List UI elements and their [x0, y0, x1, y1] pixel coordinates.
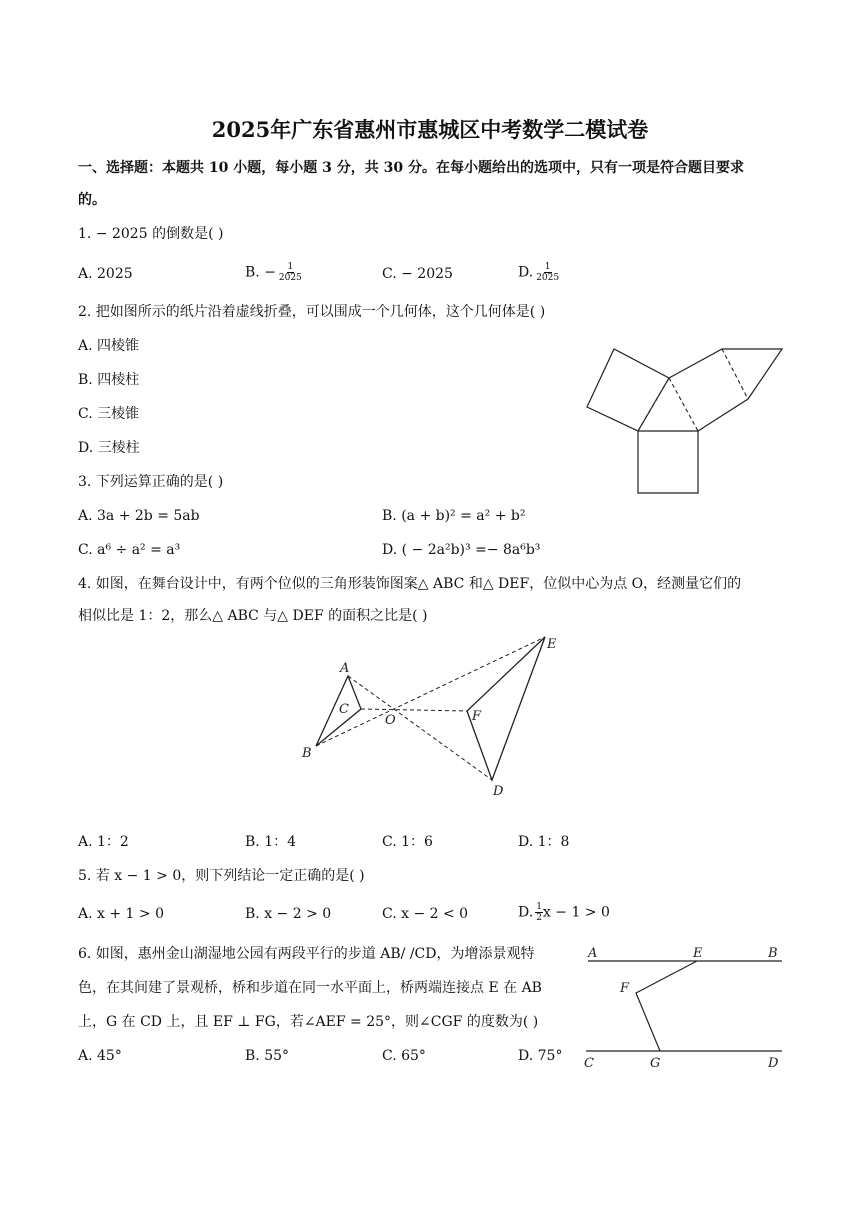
q6-label-c: C: [584, 1056, 594, 1071]
q6-label-e: E: [693, 946, 703, 961]
q4-label-d: D: [493, 784, 504, 799]
q6-label-f: F: [620, 981, 630, 996]
q1-b-numerator: 1: [287, 262, 294, 272]
q2-option-b: B. 四棱柱: [78, 372, 140, 388]
q6-label-d: D: [768, 1056, 779, 1071]
q3-option-c: C. a⁶ ÷ a² = a³: [78, 542, 181, 558]
q1-d-numerator: 1: [544, 262, 551, 272]
q4-option-d: D. 1：8: [518, 834, 570, 850]
q1-b-denominator: 2025: [278, 273, 302, 283]
section-header-line2: 的。: [78, 192, 106, 208]
q4-option-b: B. 1：4: [245, 834, 297, 850]
q6-label-a: A: [588, 946, 598, 961]
q4-label-e: E: [547, 637, 557, 652]
q6-option-d: D. 75°: [518, 1048, 563, 1064]
q4-option-a: A. 1：2: [78, 834, 129, 850]
q4-label-c: C: [339, 702, 349, 717]
q6-stem-line2: 色，在其间建了景观桥，桥和步道在同一水平面上，桥两端连接点 E 在 AB: [78, 980, 542, 996]
page-title: 2025年广东省惠州市惠城区中考数学二模试卷: [211, 117, 649, 142]
q5-option-b: B. x − 2 > 0: [245, 906, 332, 922]
q5-d-numerator: 1: [536, 902, 542, 912]
q5-option-d-suffix: x − 1 > 0: [542, 904, 610, 921]
q5-option-d-prefix: D.: [518, 904, 534, 921]
q4-option-c: C. 1：6: [382, 834, 433, 850]
q5-d-denominator: 2: [536, 913, 542, 923]
q1-option-c: C. − 2025: [382, 266, 453, 282]
q5-option-a: A. x + 1 > 0: [78, 906, 164, 922]
q3-option-d: D. ( − 2a²b)³ =− 8a⁶b³: [382, 542, 541, 558]
q6-label-g: G: [650, 1056, 661, 1071]
q5-option-c: C. x − 2 < 0: [382, 906, 469, 922]
q4-stem-line2: 相似比是 1：2，那么△ ABC 与△ DEF 的面积之比是( ): [78, 608, 428, 624]
q6-label-b: B: [768, 946, 778, 961]
q6-bridge-efg: [636, 961, 697, 1051]
q3-option-b: B. (a + b)² = a² + b²: [382, 508, 526, 524]
q1-option-d-prefix: D.: [518, 264, 534, 281]
q6-stem-line3: 上，G 在 CD 上，且 EF ⊥ FG，若∠AEF = 25°，则∠CGF 的度数为( ): [78, 1014, 539, 1030]
q2-option-c: C. 三棱锥: [78, 406, 140, 422]
q6-option-a: A. 45°: [78, 1048, 122, 1064]
q1-option-b-prefix: B. −: [245, 264, 276, 281]
q4-stem-line1: 4. 如图，在舞台设计中，有两个位似的三角形装饰图案△ ABC 和△ DEF，位似中心为点 O，经测量它们的: [78, 576, 742, 592]
q4-label-f: F: [472, 709, 482, 724]
section-header-line1: 一、选择题：本题共 10 小题，每小题 3 分，共 30 分。在每小题给出的选项中，只有一项是符合题目要求: [78, 160, 744, 176]
q6-stem-line1: 6. 如图，惠州金山湖湿地公园有两段平行的步道 AB/ /CD，为增添景观特: [78, 946, 535, 962]
q6-option-c: C. 65°: [382, 1048, 426, 1064]
q5-stem: 5. 若 x − 1 > 0，则下列结论一定正确的是( ): [78, 868, 365, 884]
q2-option-a: A. 四棱锥: [78, 338, 140, 354]
q4-label-a: A: [340, 661, 350, 676]
q2-stem: 2. 把如图所示的纸片沿着虚线折叠，可以围成一个几何体，这个几何体是( ): [78, 304, 546, 320]
q4-label-o: O: [385, 713, 396, 728]
q3-stem: 3. 下列运算正确的是( ): [78, 474, 224, 490]
q2-option-d: D. 三棱柱: [78, 440, 140, 456]
q1-stem: 1. − 2025 的倒数是( ): [78, 226, 224, 242]
q1-d-denominator: 2025: [536, 273, 560, 283]
q1-option-a: A. 2025: [78, 266, 133, 282]
q4-label-b: B: [302, 746, 312, 761]
q3-option-a: A. 3a + 2b = 5ab: [78, 508, 200, 524]
q6-option-b: B. 55°: [245, 1048, 290, 1064]
